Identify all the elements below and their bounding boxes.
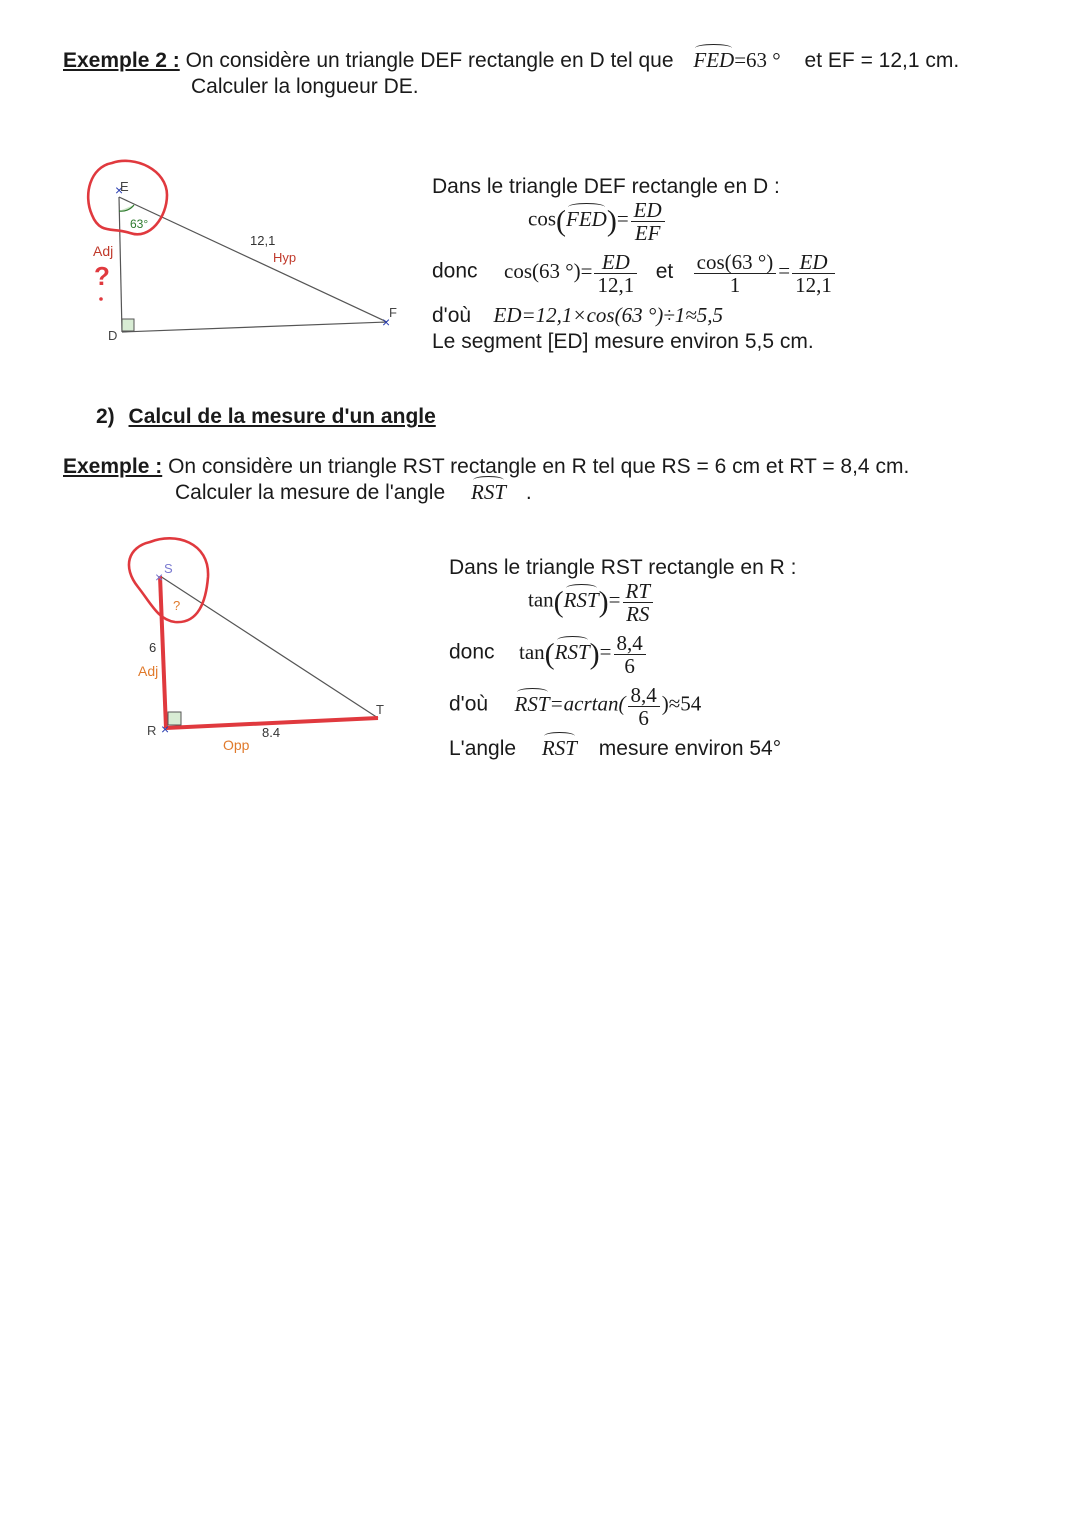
question-dot [99,297,103,301]
side-st [160,576,378,718]
unknown-question-mark: ? [94,261,110,291]
point-s-mark: × [155,569,164,585]
side-rs [160,576,166,728]
hyp-value: 12,1 [250,233,276,248]
vertex-s-label: S [164,561,173,576]
solution2-intro: Dans le triangle RST rectangle en R : [449,556,797,579]
angle-circle-annotation [88,161,167,234]
exemple2-line1: On considère un triangle DEF rectangle en D tel que [185,49,674,72]
solution2-step: donc tan(RST)= $\frac{8,4}{6}$ [449,632,648,677]
side-rt-value: 8.4 [262,725,281,740]
angle-circle-annotation [129,538,208,622]
solution1-intro: Dans le triangle DEF rectangle en D : [432,175,780,198]
vertex-f-label: F [389,305,397,320]
adj-label: Adj [138,663,159,679]
vertex-e-label: E [120,179,129,194]
exemple2-statement [63,48,959,74]
section2-title: Calcul de la mesure d'un angle [128,405,436,428]
side-df [122,322,387,332]
exemple-line2: Calculer la mesure de l'angle RST . [175,480,532,504]
solution1-conclusion: Le segment [ED] mesure environ 5,5 cm. [432,330,814,353]
point-e-mark: × [115,182,124,198]
exemple2-angle: FED=63 ° [693,48,781,72]
opp-label: Opp [223,737,250,753]
solution2-result: d'où RST=acrtan( $\frac{8,4}{6}$ )≈54 [449,683,702,730]
vertex-t-label: T [376,702,384,717]
solution2-conclusion: L'angle RST mesure environ 54° [449,736,782,760]
right-angle-marker [122,319,134,331]
solution1-formula: cos(FED)= $\frac{ED}{EF}$ [528,199,667,244]
solution1-step: donc cos(63 °)= $\frac{ED}{12,1}$ et $\frac{\cos(63 ^\circ)}{1}$ = $\frac{ED}{12,1}$ [432,251,837,296]
unknown-angle-label: ? [173,598,181,613]
hyp-label: Hyp [273,250,297,265]
angle-arc [119,205,134,211]
exemple2-line1-end: et EF = 12,1 cm. [804,49,960,72]
exemple2-line2: Calculer la longueur DE. [191,75,419,98]
solution1-result: d'où ED=12,1×cos(63 °)÷1≈5,5 [432,303,724,327]
triangle-def-figure [85,155,415,355]
section2-heading: 2) Calcul de la mesure d'un angle [96,405,436,428]
side-ed [119,197,122,332]
exemple-line1: On considère un triangle RST rectangle en R tel que RS = 6 cm et RT = 8,4 cm. [168,455,910,478]
side-rs-value: 6 [149,640,157,655]
exemple-angle: RST [471,480,507,504]
triangle-rst-figure [120,532,400,762]
point-f-mark: × [382,314,391,330]
vertex-d-label: D [108,328,118,343]
point-r-mark: × [161,721,170,737]
solution2-formula: tan(RST)= $\frac{RT}{RS}$ [528,580,655,625]
right-angle-marker [168,712,181,725]
exemple2-label: Exemple 2 : [63,49,180,72]
vertex-r-label: R [147,723,157,738]
exemple-label: Exemple : [63,455,163,478]
angle-label: 63° [130,217,149,231]
adj-label: Adj [93,243,114,259]
side-ef [119,197,387,322]
